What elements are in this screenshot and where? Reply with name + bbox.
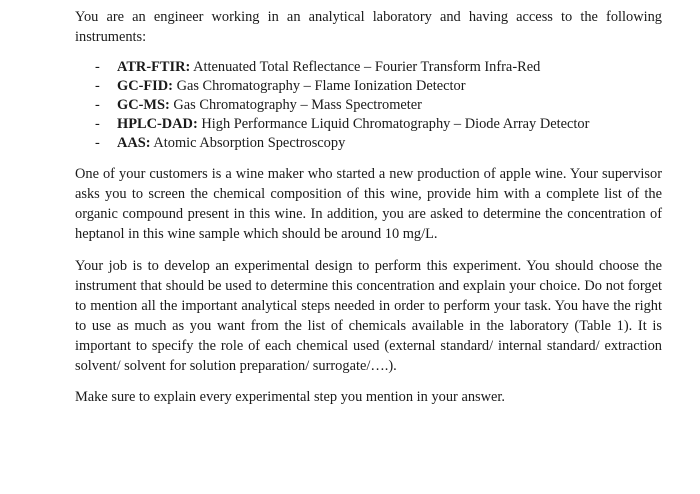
list-item — [90, 77, 589, 96]
instrument-description: Atomic Absorption Spectroscopy — [153, 135, 346, 151]
bullet-dash: - — [95, 116, 100, 132]
bullet-dash: - — [95, 78, 100, 94]
instrument-abbreviation: AAS: — [117, 135, 151, 151]
bullet-dash: - — [95, 97, 100, 113]
instrument-abbreviation: GC-MS: — [117, 97, 170, 113]
intro-paragraph: You are an engineer working in an analytical laboratory and having access to the following instruments: — [75, 9, 662, 45]
instrument-description: High Performance Liquid Chromatography – Diode Array Detector — [201, 116, 590, 132]
list-item — [90, 134, 589, 153]
instrument-description: Gas Chromatography – Mass Spectrometer — [173, 97, 422, 113]
bullet-dash: - — [95, 135, 100, 151]
instrument-list — [90, 58, 589, 153]
final-paragraph: Make sure to explain every experimental step you mention in your answer. — [75, 389, 505, 405]
instrument-abbreviation: HPLC-DAD: — [117, 116, 198, 132]
list-item — [90, 96, 589, 115]
instrument-abbreviation: GC-FID: — [117, 78, 173, 94]
list-item — [90, 115, 589, 134]
job-paragraph: Your job is to develop an experimental design to perform this experiment. You should choose the instrument that should be used to determine this concentration and explain your choice. Do not forget to mention all the important analytical steps needed in order to perform your task. You have the right to use as much as you want from the list of chemicals available in the laboratory (Table 1). It is important to specify the role of each chemical used (external standard/ internal standard/ extraction solvent/ solvent for solution preparation/ surrogate/….). — [75, 258, 662, 374]
bullet-dash: - — [95, 59, 100, 75]
list-item — [90, 58, 589, 77]
customer-paragraph: One of your customers is a wine maker who started a new production of apple wine. Your supervisor asks you to screen the chemical composition of this wine, provide him with a complete list of the organic compound present in this wine. In addition, you are asked to determine the concentration of heptanol in this wine sample which should be around 10 mg/L. — [75, 166, 662, 242]
instrument-description: Attenuated Total Reflectance – Fourier Transform Infra-Red — [193, 59, 541, 75]
instrument-description: Gas Chromatography – Flame Ionization Detector — [176, 78, 466, 94]
instrument-abbreviation: ATR-FTIR: — [117, 59, 191, 75]
